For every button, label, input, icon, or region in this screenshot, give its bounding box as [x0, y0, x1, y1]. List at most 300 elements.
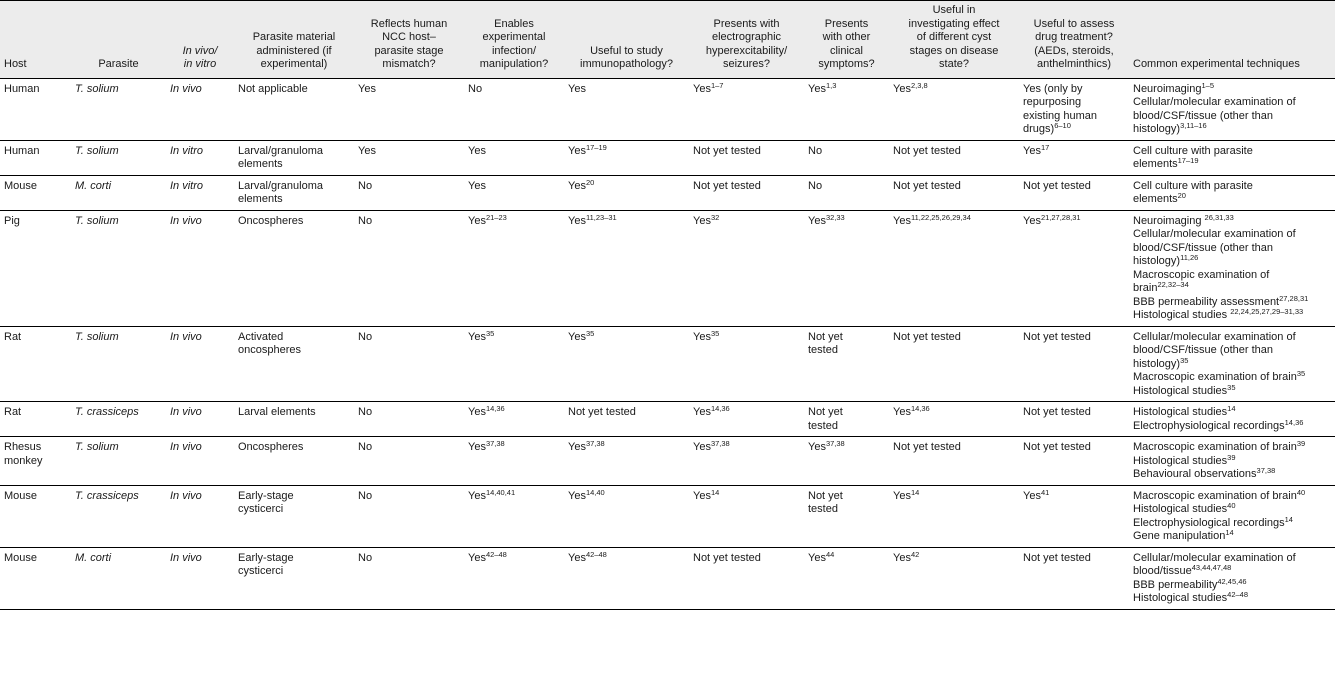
cell-text: Yes: [468, 330, 486, 343]
table-row: [0, 326, 1335, 402]
cell-drug-treatment: [1019, 78, 1129, 140]
cell-in-vivo-in-vitro: In vitro: [166, 140, 234, 175]
cell-cyst-stages: [889, 326, 1019, 402]
reference-superscript: 37,38: [710, 439, 730, 448]
cell-enables-infection: [464, 326, 564, 402]
cell-in-vivo-in-vitro: In vivo: [166, 210, 234, 326]
cell-text: Yes: [568, 551, 586, 564]
reference-superscript: 42: [910, 549, 920, 559]
cell-value: [1023, 441, 1125, 455]
header-line: state?: [939, 58, 969, 70]
cell-host: Rat: [0, 326, 71, 402]
cell-text: Yes (only by: [1023, 82, 1083, 95]
header-line: experimental: [482, 31, 546, 43]
cell-text: Cellular/molecular examination of: [1133, 330, 1296, 343]
cell-cyst-stages: [889, 210, 1019, 326]
cell-enables-infection: [464, 140, 564, 175]
reference-superscript: 35: [585, 328, 595, 338]
cell-drug-treatment: [1019, 175, 1129, 210]
cell-parasite: T. solium: [71, 140, 166, 175]
cell-value: [1133, 212, 1331, 229]
header-line: manipulation?: [479, 58, 549, 70]
reference-superscript: 20: [1177, 191, 1186, 200]
cell-value: [568, 83, 586, 95]
cell-parasite: T. solium: [71, 326, 166, 402]
cell-text: Yes: [693, 441, 711, 453]
cell-reflects-mismatch: No: [354, 402, 464, 437]
cell-immunopathology: [564, 547, 689, 609]
cell-text: Not yet tested: [893, 179, 961, 192]
cell-value: [1133, 110, 1331, 124]
cell-value: [1023, 552, 1125, 566]
cell-text: blood/CSF/tissue (other than: [1133, 109, 1274, 122]
cell-value: [808, 490, 843, 516]
cell-cyst-stages: [889, 402, 1019, 437]
cell-techniques: [1129, 547, 1335, 609]
cell-value: [1133, 123, 1331, 137]
reference-superscript: 32: [710, 212, 720, 222]
cell-text: Macroscopic examination of brain: [1133, 489, 1297, 502]
cell-value: [893, 331, 961, 343]
cell-reflects-mismatch: No: [354, 485, 464, 547]
reference-superscript: 42–48: [485, 549, 507, 559]
reference-superscript: 39: [1227, 452, 1236, 462]
header-line: symptoms?: [818, 58, 875, 70]
cell-parasite-material: Early-stage cysticerci: [234, 485, 354, 547]
cell-value: [1133, 530, 1331, 544]
cell-text: Not yet tested: [808, 489, 843, 515]
header-line: clinical: [829, 44, 863, 57]
table-row: [0, 78, 1335, 140]
cell-value: [693, 80, 724, 95]
header-line: Useful to study: [590, 44, 663, 57]
header-line: Parasite: [98, 58, 139, 70]
cell-value: [568, 549, 607, 564]
cell-clinical-symptoms: [804, 402, 889, 437]
header-drug-treatment: [1019, 1, 1129, 79]
cell-value: [1023, 212, 1125, 229]
header-clinical-symptoms: [804, 1, 889, 79]
cell-value: [1133, 80, 1331, 97]
cell-seizures: [689, 78, 804, 140]
cell-value: [693, 441, 730, 453]
cell-value: [693, 180, 761, 192]
cell-text: Not yet tested: [808, 406, 843, 432]
cell-host: Mouse: [0, 175, 71, 210]
header-line: of different cyst: [916, 31, 992, 43]
cell-value: [693, 145, 761, 157]
cell-text: Histological studies: [1133, 592, 1228, 604]
reference-superscript: 40: [1227, 501, 1236, 510]
cell-text: Behavioural observations: [1133, 468, 1257, 480]
reference-superscript: 14,40: [585, 487, 605, 497]
cell-value: [568, 142, 607, 157]
header-line: investigating effect: [908, 17, 1000, 30]
cell-value: [808, 331, 843, 357]
cell-text: Yes: [693, 489, 711, 502]
cell-parasite: T. crassiceps: [71, 485, 166, 547]
header-seizures: [689, 1, 804, 79]
cell-value: [468, 441, 505, 453]
cell-text: Yes: [808, 82, 826, 95]
reference-superscript: 1,3: [825, 80, 837, 90]
cell-clinical-symptoms: [804, 437, 889, 486]
cell-text: Yes: [693, 330, 711, 343]
cell-cyst-stages: [889, 547, 1019, 609]
cell-text: Not yet tested: [1023, 179, 1091, 192]
cell-text: Neuroimaging: [1133, 82, 1202, 95]
cell-text: Not yet tested: [808, 330, 843, 356]
cell-immunopathology: [564, 78, 689, 140]
cell-value: [1133, 158, 1331, 172]
header-line: Presents with: [713, 17, 780, 30]
cell-value: [1023, 180, 1125, 194]
cell-text: Not yet tested: [568, 406, 636, 418]
cell-value: [893, 549, 920, 564]
header-line: parasite stage: [374, 44, 444, 57]
cell-cyst-stages: [889, 140, 1019, 175]
cell-text: Yes: [893, 551, 911, 564]
cell-text: Yes: [568, 179, 586, 192]
cell-text: Yes: [468, 144, 486, 157]
cell-in-vivo-in-vitro: In vivo: [166, 402, 234, 437]
cell-text: Yes: [468, 214, 486, 227]
reference-superscript: 17–19: [1177, 156, 1199, 165]
reference-superscript: 21–23: [485, 212, 507, 222]
cell-value: [693, 552, 761, 564]
cell-in-vivo-in-vitro: In vivo: [166, 437, 234, 486]
cell-clinical-symptoms: [804, 210, 889, 326]
cell-text: histology): [1133, 123, 1181, 135]
cell-text: Electrophysiological recordings: [1133, 516, 1285, 529]
cell-value: [1133, 255, 1331, 269]
reference-superscript: 35: [1180, 355, 1189, 365]
cell-value: [1133, 145, 1331, 159]
cell-value: [1133, 592, 1331, 606]
cell-text: Yes: [568, 441, 586, 453]
reference-superscript: 14: [910, 487, 920, 497]
cell-value: [808, 549, 835, 564]
cell-text: No: [808, 179, 823, 192]
reference-superscript: 32,33: [825, 212, 845, 222]
cell-host: Human: [0, 78, 71, 140]
cell-value: [1023, 110, 1125, 124]
cell-text: Yes: [808, 441, 826, 453]
cell-value: [1133, 382, 1331, 399]
cell-value: [468, 406, 505, 418]
reference-superscript: 42,45,46: [1217, 576, 1247, 586]
header-parasite-material: [234, 1, 354, 79]
cell-techniques: [1129, 78, 1335, 140]
reference-superscript: 3,11–16: [1180, 121, 1207, 130]
cell-text: Yes: [568, 330, 586, 343]
reference-superscript: 40: [1296, 487, 1306, 497]
cell-text: Yes: [1023, 489, 1041, 502]
cell-text: Macroscopic examination of brain: [1133, 441, 1297, 453]
cell-text: BBB permeability assessment: [1133, 295, 1280, 308]
cell-value: [1133, 344, 1331, 358]
cell-value: [568, 406, 636, 418]
cell-text: Yes: [1023, 144, 1041, 157]
cell-drug-treatment: [1019, 437, 1129, 486]
cell-enables-infection: [464, 210, 564, 326]
reference-superscript: 14,36: [710, 404, 730, 413]
reference-superscript: 26,31,33: [1204, 212, 1234, 222]
cell-drug-treatment: [1019, 210, 1129, 326]
cell-value: [1023, 96, 1125, 110]
cell-value: [893, 80, 928, 95]
header-parasite: [71, 1, 166, 79]
header-line: anthelminthics): [1037, 58, 1111, 70]
reference-superscript: 37,38: [825, 439, 845, 448]
cell-value: [1133, 193, 1331, 207]
cell-parasite-material: Larval elements: [234, 402, 354, 437]
cell-clinical-symptoms: [804, 485, 889, 547]
cell-enables-infection: [464, 437, 564, 486]
cell-value: [1023, 406, 1125, 420]
cell-text: repurposing: [1023, 96, 1082, 108]
cell-parasite-material: Oncospheres: [234, 210, 354, 326]
reference-superscript: 20: [585, 177, 595, 187]
cell-value: [468, 83, 482, 95]
cell-value: [1133, 552, 1331, 566]
cell-value: [468, 180, 486, 192]
cell-text: Histological studies: [1133, 309, 1231, 321]
cell-value: [1133, 468, 1331, 482]
cell-value: [1133, 242, 1331, 256]
cell-immunopathology: [564, 437, 689, 486]
cell-text: Yes: [1023, 214, 1041, 227]
cell-text: Histological studies: [1133, 454, 1228, 467]
cell-host: Rhesus monkey: [0, 437, 71, 486]
cell-enables-infection: [464, 485, 564, 547]
cell-value: [468, 212, 507, 227]
cell-value: [468, 145, 486, 157]
cell-value: [893, 487, 920, 502]
header-line: Common experimental techniques: [1133, 58, 1300, 70]
cell-text: BBB permeability: [1133, 578, 1218, 591]
cell-text: Cell culture with parasite: [1133, 179, 1253, 192]
cell-text: Yes: [893, 82, 911, 95]
cell-text: Cellular/molecular examination of: [1133, 228, 1296, 240]
cell-text: Histological studies: [1133, 503, 1228, 515]
cell-text: Yes: [893, 489, 911, 502]
cell-parasite-material: Not applicable: [234, 78, 354, 140]
cell-parasite: M. corti: [71, 547, 166, 609]
cell-text: Not yet tested: [1023, 406, 1091, 418]
cell-value: [1133, 228, 1331, 242]
cell-value: [1133, 96, 1331, 110]
cell-text: Cellular/molecular examination of: [1133, 96, 1296, 108]
table-row: [0, 437, 1335, 486]
cell-value: [808, 441, 845, 453]
cell-text: existing human: [1023, 109, 1097, 122]
reference-superscript: 14,40,41: [485, 487, 516, 497]
cell-value: [1133, 503, 1331, 517]
reference-superscript: 11,23–31: [585, 212, 617, 222]
reference-superscript: 22,24,25,27,29–31,33: [1230, 307, 1304, 316]
cell-value: [1133, 452, 1331, 469]
cell-text: Macroscopic examination of brain: [1133, 371, 1297, 383]
cell-clinical-symptoms: [804, 78, 889, 140]
reference-superscript: 14: [1284, 514, 1293, 524]
cell-enables-infection: [464, 78, 564, 140]
reference-superscript: 1–7: [710, 80, 724, 90]
cell-value: [568, 328, 595, 343]
cell-immunopathology: [564, 326, 689, 402]
header-line: experimental): [260, 58, 328, 70]
cell-host: Pig: [0, 210, 71, 326]
cell-text: Yes: [693, 406, 711, 418]
cell-techniques: [1129, 140, 1335, 175]
cell-value: [693, 328, 720, 343]
cell-text: elements: [1133, 193, 1178, 205]
table-row: [0, 547, 1335, 609]
reference-superscript: 37,38: [485, 439, 505, 448]
cell-clinical-symptoms: [804, 326, 889, 402]
cell-text: Cellular/molecular examination of: [1133, 551, 1296, 564]
cell-text: Yes: [468, 489, 486, 502]
header-line: Presents: [824, 17, 869, 30]
header-line: Reflects human: [370, 17, 448, 30]
cell-text: blood/CSF/tissue (other than: [1133, 241, 1274, 254]
reference-superscript: 11,26: [1180, 253, 1199, 262]
cell-text: Yes: [808, 551, 826, 564]
cell-value: [893, 180, 961, 192]
cell-in-vivo-in-vitro: In vivo: [166, 485, 234, 547]
reference-superscript: 14,36: [485, 404, 505, 413]
cell-cyst-stages: [889, 78, 1019, 140]
cell-value: [1023, 83, 1125, 97]
cell-value: [808, 145, 822, 157]
cell-immunopathology: [564, 402, 689, 437]
cell-value: [893, 406, 930, 418]
cell-value: [1023, 142, 1125, 159]
header-line: electrographic: [711, 31, 782, 43]
header-line: Host: [4, 58, 27, 70]
reference-superscript: 14: [710, 487, 720, 497]
cell-parasite: T. solium: [71, 437, 166, 486]
cell-reflects-mismatch: No: [354, 210, 464, 326]
cell-seizures: [689, 175, 804, 210]
table-row: [0, 210, 1335, 326]
cell-value: [1023, 331, 1125, 345]
cell-host: Mouse: [0, 485, 71, 547]
cell-techniques: [1129, 175, 1335, 210]
cell-text: Histological studies: [1133, 384, 1228, 397]
header-line: infection/: [491, 44, 537, 57]
header-line: immunopathology?: [580, 58, 673, 70]
cell-value: [808, 80, 837, 95]
cell-drug-treatment: [1019, 402, 1129, 437]
header-reflects-mismatch: [354, 1, 464, 79]
cell-drug-treatment: [1019, 547, 1129, 609]
header-line: administered (if: [256, 44, 332, 57]
header-line: mismatch?: [382, 58, 436, 70]
cell-drug-treatment: [1019, 485, 1129, 547]
cell-parasite-material: Larval/granuloma elements: [234, 140, 354, 175]
cell-seizures: [689, 485, 804, 547]
cell-text: Yes: [693, 82, 711, 95]
table-row: [0, 140, 1335, 175]
cell-value: [893, 212, 971, 227]
cell-text: Not yet tested: [893, 144, 961, 157]
header-line: hyperexcitability/: [705, 44, 788, 57]
reference-superscript: 14: [1227, 404, 1236, 413]
cell-text: Histological studies: [1133, 406, 1228, 418]
cell-text: drugs): [1023, 123, 1055, 135]
header-line: in vitro: [183, 58, 217, 70]
cell-text: Not yet tested: [893, 441, 961, 453]
header-line: with other: [822, 31, 871, 43]
reference-superscript: 14,36: [1284, 417, 1304, 427]
reference-superscript: 39: [1296, 439, 1306, 448]
cell-cyst-stages: [889, 485, 1019, 547]
reference-superscript: 35: [710, 328, 720, 338]
header-immunopathology: [564, 1, 689, 79]
reference-superscript: 35: [1296, 369, 1306, 378]
cell-text: Electrophysiological recordings: [1133, 419, 1285, 432]
header-line: seizures?: [722, 58, 771, 70]
cell-text: Yes: [568, 82, 586, 95]
cell-drug-treatment: [1019, 140, 1129, 175]
cell-techniques: [1129, 402, 1335, 437]
cell-text: Neuroimaging: [1133, 214, 1205, 227]
cell-text: Yes: [468, 441, 486, 453]
cell-text: Yes: [468, 551, 486, 564]
cell-text: brain: [1133, 282, 1158, 294]
header-line: NCC host–: [382, 31, 436, 43]
cell-value: [568, 212, 617, 227]
table-row: [0, 175, 1335, 210]
cell-in-vivo-in-vitro: In vivo: [166, 547, 234, 609]
cell-techniques: [1129, 485, 1335, 547]
cell-clinical-symptoms: [804, 547, 889, 609]
cell-reflects-mismatch: No: [354, 326, 464, 402]
cell-value: [693, 212, 720, 227]
cell-value: [568, 441, 605, 453]
cell-seizures: [689, 210, 804, 326]
cell-parasite: T. solium: [71, 210, 166, 326]
cell-value: [893, 441, 961, 453]
cell-host: Mouse: [0, 547, 71, 609]
reference-superscript: 37,38: [585, 439, 605, 448]
cell-value: [1023, 123, 1125, 137]
reference-superscript: 27,28,31: [1279, 293, 1309, 303]
cell-text: Yes: [568, 144, 586, 157]
cell-clinical-symptoms: [804, 175, 889, 210]
cell-seizures: [689, 402, 804, 437]
cell-in-vivo-in-vitro: In vivo: [166, 326, 234, 402]
reference-superscript: 42–48: [1227, 590, 1249, 599]
cell-text: histology): [1133, 357, 1181, 370]
cell-text: blood/tissue: [1133, 565, 1192, 577]
header-line: Useful in: [932, 4, 976, 16]
cell-seizures: [689, 140, 804, 175]
header-line: drug treatment?: [1035, 31, 1113, 43]
cell-host: Rat: [0, 402, 71, 437]
cell-seizures: [689, 547, 804, 609]
cell-text: No: [468, 82, 483, 95]
cell-value: [693, 406, 730, 418]
header-line: (AEDs, steroids,: [1034, 44, 1114, 57]
cell-text: Yes: [808, 214, 826, 227]
table-row: [0, 485, 1335, 547]
cell-host: Human: [0, 140, 71, 175]
reference-superscript: 35: [485, 328, 495, 338]
cell-techniques: [1129, 437, 1335, 486]
cell-enables-infection: [464, 175, 564, 210]
